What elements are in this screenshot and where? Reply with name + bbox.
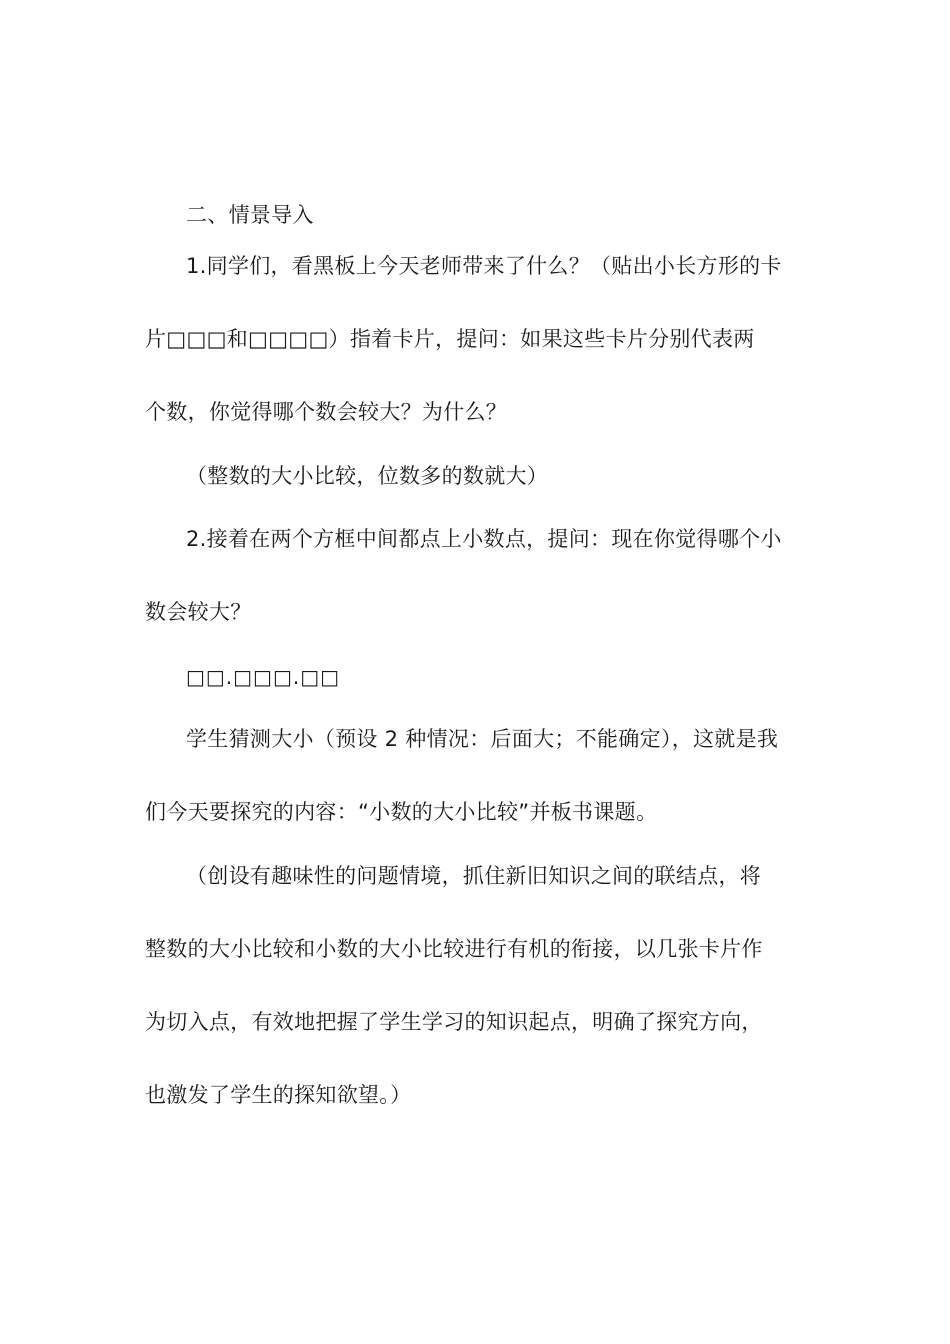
- paragraph-line: 们今天要探究的内容：“小数的大小比较”并板书课题。: [145, 800, 658, 824]
- paragraph-line: 数会较大？: [145, 600, 252, 624]
- paragraph-line: 个数，你觉得哪个数会较大？为什么？: [145, 400, 508, 424]
- section-heading: 二、情景导入: [186, 203, 314, 227]
- paragraph-line: 1.同学们，看黑板上今天老师带来了什么？（贴出小长方形的卡: [186, 254, 782, 278]
- box-diagram-text: □□.□□□.□□: [186, 665, 340, 689]
- paragraph-line: 学生猜测大小（预设 2 种情况：后面大；不能确定），这就是我: [186, 727, 779, 751]
- paragraph-line: 也激发了学生的探知欲望。）: [145, 1083, 412, 1107]
- paragraph-line: 2.接着在两个方框中间都点上小数点，提问：现在你觉得哪个小: [186, 527, 782, 551]
- paragraph-line: （创设有趣味性的问题情境，抓住新旧知识之间的联结点，将: [186, 864, 762, 888]
- paragraph-line: 整数的大小比较和小数的大小比较进行有机的衔接，以几张卡片作: [145, 937, 763, 961]
- paragraph-line: （整数的大小比较，位数多的数就大）: [186, 464, 549, 488]
- paragraph-line: 片□□□和□□□□）指着卡片，提问：如果这些卡片分别代表两: [145, 327, 755, 351]
- paragraph-line: 为切入点，有效地把握了学生学习的知识起点，明确了探究方向，: [145, 1010, 763, 1034]
